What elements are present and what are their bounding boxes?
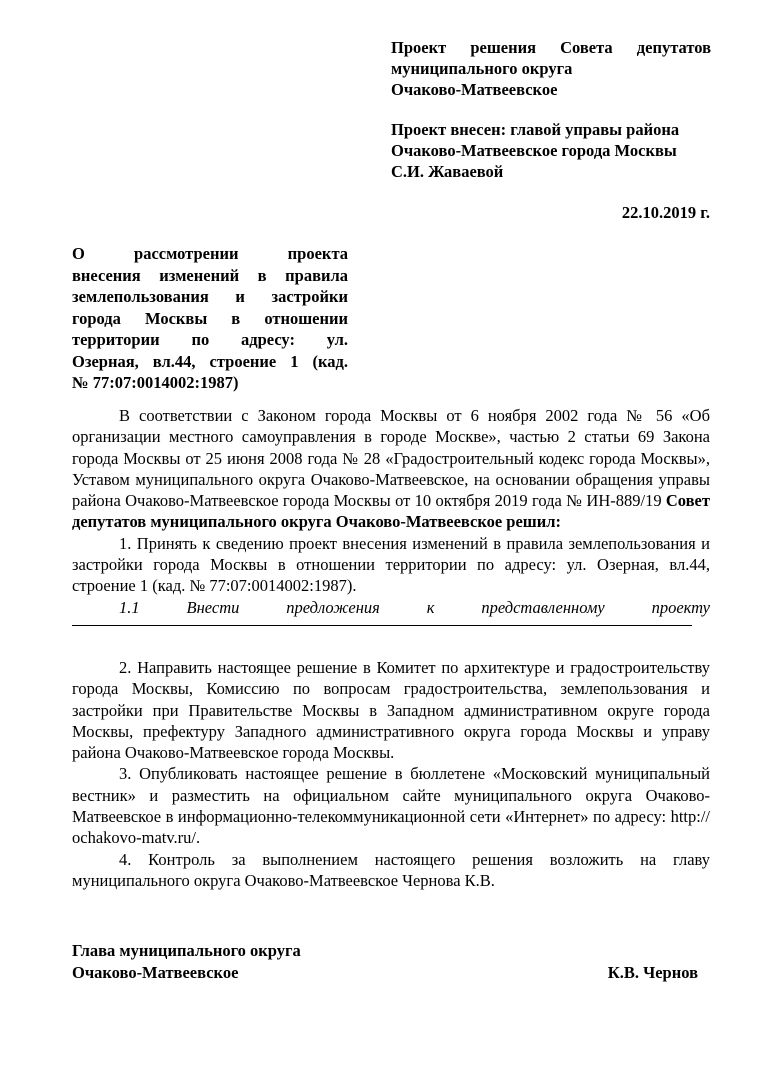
item-1: 1. Принять к сведению проект внесения изменений в правила землепользования и застройки города Москвы в отношении территории по адресу: ул. Озерная, вл.44, строение 1 (кад. № 77:07:0014002:1987). [72,533,710,596]
project-header [391,37,711,100]
project-line-3: Очаково-Матвеевское [391,80,558,99]
item-4: 4. Контроль за выполнением настоящего решения возложить на главу муниципального округа Очаково-Матвеевское Чернова К.В. [72,849,710,890]
subject-line: землепользования и застройки [72,287,348,306]
subject-line: внесения изменений в правила [72,265,348,285]
preamble-bold-text: Совет депутатов муниципального округа Очаково-Матвеевское решил: [72,491,710,532]
project-line-1: Проект решения Совета депутатов [391,38,711,57]
document-body [72,405,710,891]
item-3: 3. Опубликовать настоящее решение в бюллетене «Московский муниципальный вестник» и разместить на официальном сайте муниципального округа Очаково-Матвеевское в информационно-телекоммуникационной сети «Интернет» по адресу: http:// ochakovo-matv.ru/. [72,764,710,848]
submitted-line-2: Очаково-Матвеевское города Москвы [391,141,677,160]
signature-title-line-1: Глава муниципального округа [72,941,301,960]
subject-line: Озерная, вл.44, строение 1 (кад. [72,351,348,371]
submitted-line-3: С.И. Жаваевой [391,162,504,181]
item-1-1: 1.1 Внести предложения к представленному проекту [119,597,710,617]
subject-line: территории по адресу: ул. [72,330,348,349]
signature-title-line-2: Очаково-Матвеевское [72,963,239,982]
preamble-text: В соответствии с Законом города Москвы от 6 ноября 2002 года № 56 «Об организации местного самоуправления в городе Москве», частью 2 статьи 69 Закона города Москвы от 25 июня 2008 года № 28 «Градостроительный кодекс города Москвы», Уставом муниципального округа Очаково-Матвеевское, на основании обращения управы района Очаково-Матвеевское города Москвы от 10 октября 2019 года № ИН-889/19 [72,406,710,511]
signature-block [72,940,702,984]
subject-line: О рассмотрении проекта [72,244,348,263]
subject-line: № 77:07:0014002:1987) [72,373,239,392]
document-date: 22.10.2019 г. [621,203,710,222]
fill-in-line [72,625,692,626]
project-line-2: муниципального округа [391,59,573,78]
subject-line: города Москвы в отношении [72,308,348,328]
submitted-line-1: Проект внесен: главой управы района [391,120,680,139]
preamble-paragraph [72,405,710,533]
signatory-name: К.В. Чернов [607,963,698,982]
item-2: 2. Направить настоящее решение в Комитет по архитектуре и градостроительству города Москвы, Комиссию по вопросам градостроительства, землепользования и застройки при Правительстве Москвы в Западном административном округе города Москвы, префектуру Западного административного округа города Москвы и управу района Очаково-Матвеевское города Москвы. [72,657,710,763]
submitted-by-block [391,119,711,182]
decision-subject [72,243,348,394]
